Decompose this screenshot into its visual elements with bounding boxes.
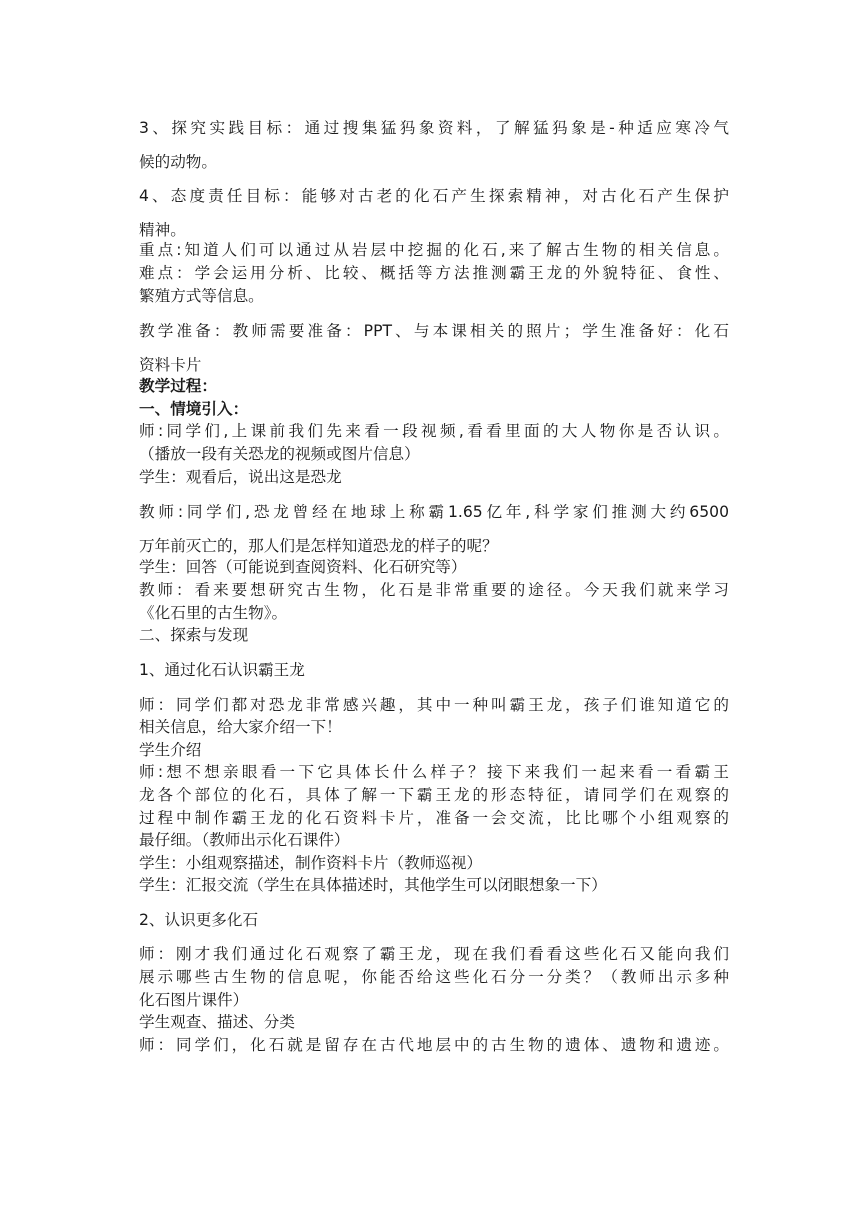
text-line: 教师：看来要想研究古生物，化石是非常重要的途径。今天我们就来学习 [139, 581, 729, 599]
text-line: 师：同学们，化石就是留存在古代地层中的古生物的遗体、遗物和遗迹。 [139, 1036, 729, 1054]
text-line: 精神。 [139, 221, 186, 239]
text-line: 最仔细。（教师出示化石课件） [139, 831, 350, 849]
text-line: （播放一段有关恐龙的视频或图片信息） [139, 445, 420, 463]
text-line: 师:同学们,上课前我们先来看一段视频,看看里面的大人物你是否认识。 [139, 422, 729, 440]
text-line: 师：刚才我们通过化石观察了霸王龙，现在我们看看这些化石又能向我们 [139, 945, 729, 963]
difficult-point: 难点：学会运用分析、比较、概括等方法推测霸王龙的外貌特征、食性、 [139, 264, 729, 282]
text-line: 学生：小组观察描述，制作资料卡片（教师巡视） [139, 854, 483, 872]
text-line: 万年前灭亡的，那人们是怎样知道恐龙的样子的呢？ [139, 537, 498, 555]
subsection-heading: 1、通过化石认识霸王龙 [139, 661, 305, 679]
text-line: 师：同学们都对恐龙非常感兴趣，其中一种叫霸王龙，孩子们谁知道它的 [139, 696, 729, 714]
text-line: 资料卡片 [139, 356, 202, 374]
text-line: 化石图片课件） [139, 991, 249, 1009]
text-line: 学生：观看后，说出这是恐龙 [139, 468, 342, 486]
text-line: 学生观查、描述、分类 [139, 1013, 295, 1031]
section-heading: 二、探索与发现 [139, 626, 249, 644]
section-heading: 一、情境引入： [139, 400, 249, 418]
text-line: 龙各个部位的化石，具体了解一下霸王龙的形态特征，请同学们在观察的 [139, 786, 729, 804]
text-line: 3、探究实践目标：通过搜集猛犸象资料，了解猛犸象是-种适应寒冷气 [139, 119, 729, 137]
text-line: 教师:同学们,恐龙曾经在地球上称霸1.65亿年,科学家们推测大约6500 [139, 503, 729, 521]
text-line: 相关信息，给大家介绍一下！ [139, 718, 342, 736]
section-heading: 教学过程： [139, 377, 217, 395]
text-line: 《化石里的古生物》。 [139, 604, 288, 622]
text-line: 师:想不想亲眼看一下它具体长什么样子？接下来我们一起来看一看霸王 [139, 763, 729, 781]
text-line: 4、态度责任目标：能够对古老的化石产生探索精神，对古化石产生保护 [139, 187, 729, 205]
text-line: 展示哪些古生物的信息呢，你能否给这些化石分一分类？（教师出示多种 [139, 968, 729, 986]
text-line: 学生介绍 [139, 741, 202, 759]
text-line: 过程中制作霸王龙的化石资料卡片，准备一会交流，比比哪个小组观察的 [139, 809, 729, 827]
text-line: 繁殖方式等信息。 [139, 287, 264, 305]
subsection-heading: 2、认识更多化石 [139, 911, 259, 929]
text-line: 学生：回答（可能说到查阅资料、化石研究等） [139, 558, 467, 576]
text-line: 候的动物。 [139, 153, 217, 171]
text-line: 学生：汇报交流（学生在具体描述时，其他学生可以闭眼想象一下） [139, 876, 607, 894]
key-point: 重点:知道人们可以通过从岩层中挖掘的化石,来了解古生物的相关信息。 [139, 241, 729, 259]
teaching-preparation: 教学准备：教师需要准备：PPT、与本课相关的照片；学生准备好：化石 [139, 322, 729, 340]
